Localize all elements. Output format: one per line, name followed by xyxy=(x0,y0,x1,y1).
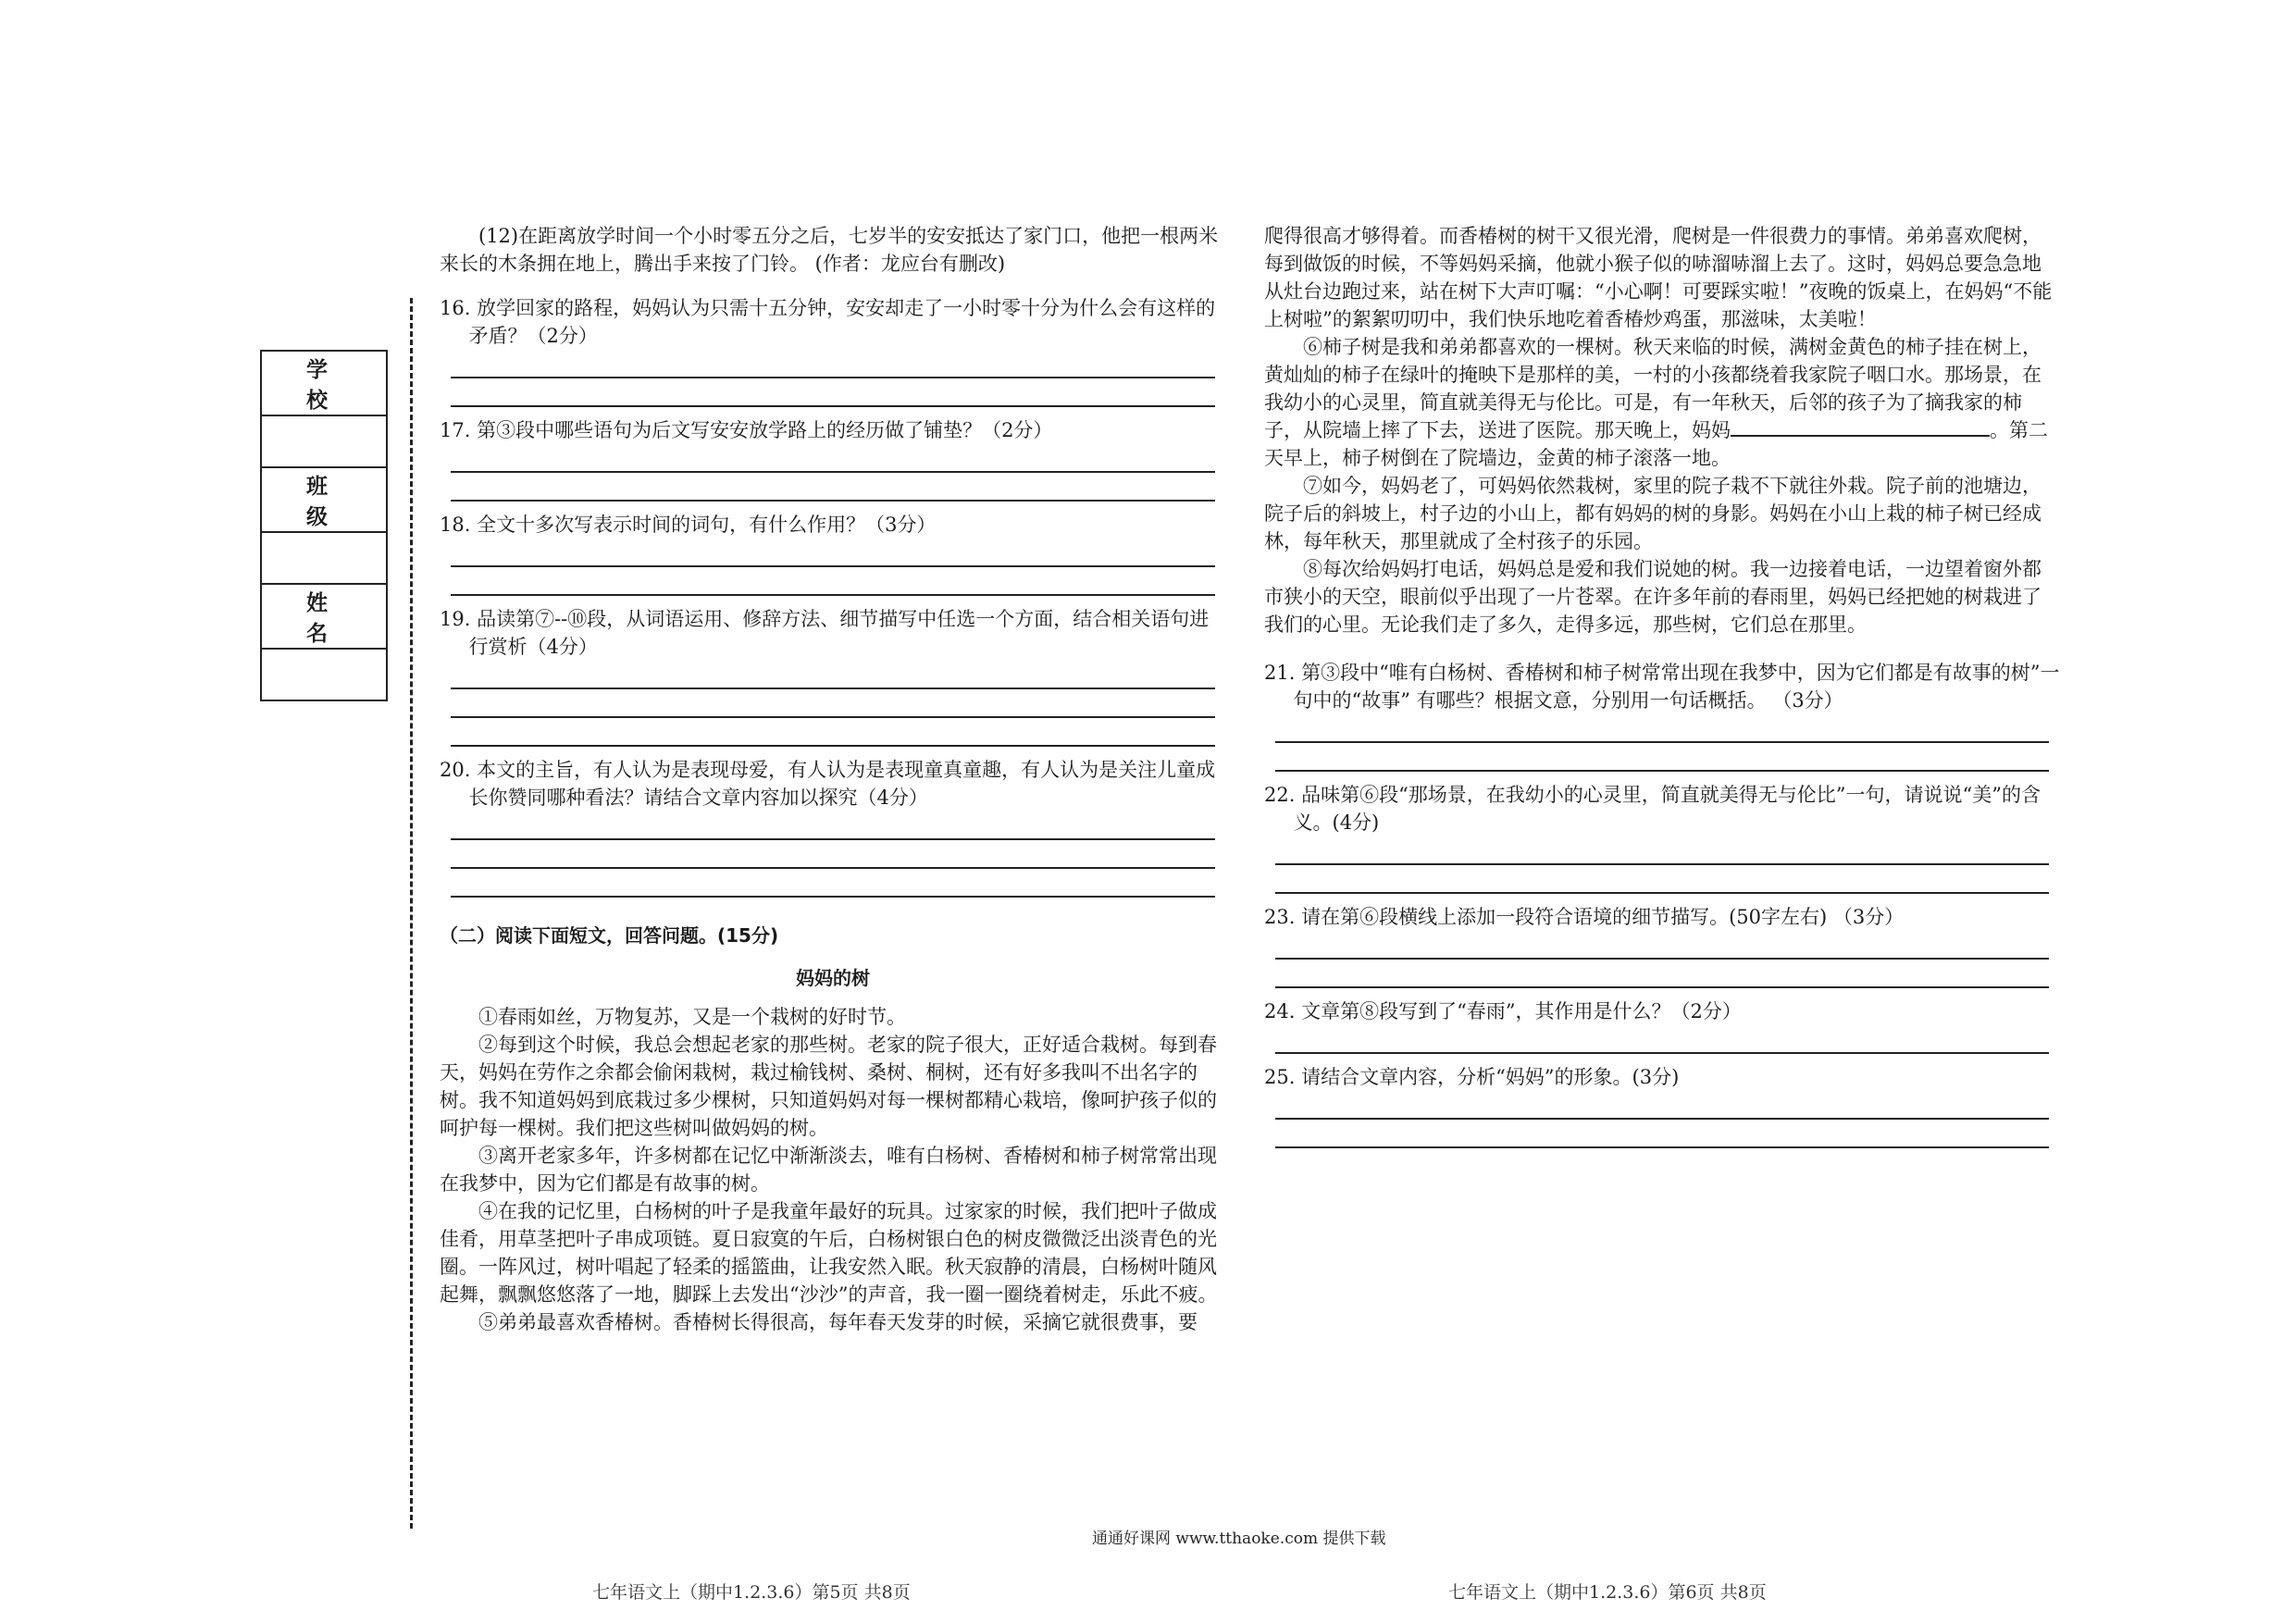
question-25-text: 25. 请结合文章内容，分析“妈妈”的形象。(3分) xyxy=(1264,1066,1680,1088)
answer-line[interactable] xyxy=(1275,714,2049,743)
article-paragraph-4: ④在我的记忆里，白杨树的叶子是我童年最好的玩具。过家家的时候，我们把叶子做成佳肴，用草茎把叶子串成项链。夏日寂寞的午后，白杨树银白色的树皮微微泛出淡青色的光圈。一阵风过，树叶唱起了轻柔的摇篮曲，让我安然入眠。秋天寂静的清晨，白杨树叶随风起舞，飘飘悠悠落了一地，脚踩上去发出“沙沙”的声音，我一圈一圈绕着树走，乐此不疲。 xyxy=(440,1200,1218,1306)
question-20-text: 20. 本文的主旨，有人认为是表现母爱，有人认为是表现童真童趣，有人认为是关注儿童成长你赞同哪种看法？请结合文章内容加以探究（4分） xyxy=(440,759,1216,809)
answer-line[interactable] xyxy=(1275,931,2049,960)
question-19 xyxy=(440,605,1226,747)
answer-line[interactable] xyxy=(451,378,1215,407)
answer-line[interactable] xyxy=(1275,1120,2049,1148)
question-19-text: 19. 品读第⑦--⑩段，从词语运用、修辞方法、细节描写中任选一个方面，结合相关语句进行赏析（4分） xyxy=(440,608,1210,658)
answer-line[interactable] xyxy=(451,661,1215,689)
fill-in-blank[interactable] xyxy=(1731,416,1990,437)
article-paragraph-8: ⑧每次给妈妈打电话，妈妈总是爱和我们说她的树。我一边接着电话，一边望着窗外都市狭小的天空，眼前似乎出现了一片苍翠。在许多年前的春雨里，妈妈已经把她的树栽进了我们的心里。无论我们走了多久，走得多远，那些树，它们总在那里。 xyxy=(1264,558,2042,636)
answer-line[interactable] xyxy=(1275,960,2049,988)
answer-line[interactable] xyxy=(451,689,1215,718)
question-24-text: 24. 文章第⑧段写到了“春雨”，其作用是什么？（2分） xyxy=(1264,1000,1742,1022)
question-16 xyxy=(440,294,1226,407)
question-21-text: 21. 第③段中“唯有白杨树、香椿树和柿子树常常出现在我梦中，因为它们都是有故事的树”一句中的“故事” 有哪些？根据文意，分别用一句话概括。 （3分） xyxy=(1264,662,2060,712)
article-paragraph-2: ②每到这个时候，我总会想起老家的那些树。老家的院子很大，正好适合栽树。每到春天，妈妈在劳作之余都会偷闲栽树，栽过榆钱树、桑树、桐树，还有好多我叫不出名字的树。我不知道妈妈到底栽过多少棵树，只知道妈妈对每一棵树都精心栽培，像呵护孩子似的呵护每一棵树。我们把这些树叫做妈妈的树。 xyxy=(440,1034,1217,1139)
school-label: 学 校 xyxy=(261,351,387,415)
answer-line[interactable] xyxy=(451,444,1215,473)
answer-line[interactable] xyxy=(451,473,1215,502)
article-paragraph-5: ⑤弟弟最喜欢香椿树。香椿树长得很高，每年春天发芽的时候，采摘它就很费事，要 xyxy=(478,1311,1198,1333)
question-17 xyxy=(440,416,1226,502)
page-number-right: 七年语文上（期中1.2.3.6）第6页 共8页 xyxy=(1448,1582,1767,1603)
name-label: 姓 名 xyxy=(261,584,387,649)
class-label: 班 级 xyxy=(261,467,387,532)
article-paragraph-7: ⑦如今，妈妈老了，可妈妈依然栽树，家里的院子栽不下就往外栽。院子前的池塘边，院子后的斜坡上，村子边的小山上，都有妈妈的树的身影。妈妈在小山上栽的柿子树已经成林，每年秋天，那里就成了全村孩子的乐园。 xyxy=(1264,475,2042,552)
question-17-text: 17. 第③段中哪些语句为后文写安安放学路上的经历做了铺垫？（2分） xyxy=(440,419,1053,441)
question-22 xyxy=(1264,781,2060,894)
question-20 xyxy=(440,756,1226,898)
question-23-text: 23. 请在第⑥段横线上添加一段符合语境的细节描写。(50字左右) （3分） xyxy=(1264,906,1905,928)
student-info-table xyxy=(260,350,388,701)
answer-line[interactable] xyxy=(451,567,1215,596)
paragraph-6-part-2: 。第二天早上，柿子树倒在了院墙边，金黄的柿子滚落一地。 xyxy=(1264,419,2048,469)
paragraph-12: (12)在距离放学时间一个小时零五分之后，七岁半的安安抵达了家门口，他把一根两米来长的木条拥在地上，腾出手来按了门铃。 (作者：龙应台有删改) xyxy=(440,225,1219,275)
question-25 xyxy=(1264,1063,2060,1148)
answer-line[interactable] xyxy=(1275,1025,2049,1054)
answer-line[interactable] xyxy=(451,840,1215,869)
question-24 xyxy=(1264,997,2060,1054)
answer-line[interactable] xyxy=(1275,743,2049,772)
section-heading: （二）阅读下面短文，回答问题。(15分) xyxy=(440,924,779,947)
question-22-text: 22. 品味第⑥段“那场景，在我幼小的心灵里，简直就美得无与伦比”一句，请说说“美”的含义。(4分) xyxy=(1264,784,2042,834)
answer-line[interactable] xyxy=(451,718,1215,747)
binding-cut-line xyxy=(410,298,413,1529)
answer-line[interactable] xyxy=(1275,1091,2049,1120)
article-title: 妈妈的树 xyxy=(796,967,870,989)
article-paragraph-5-continued: 爬得很高才够得着。而香椿树的树干又很光滑，爬树是一件很费力的事情。弟弟喜欢爬树，每到做饭的时候，不等妈妈采摘，他就小猴子似的哧溜哧溜上去了。这时，妈妈总要急急地从灶台边跑过来，站在树下大声叮嘱：“小心啊！可要踩实啦！”夜晚的饭桌上，在妈妈“不能上树啦”的絮絮叨叨中，我们快乐地吃着香椿炒鸡蛋，那滋味，太美啦！ xyxy=(1264,225,2053,330)
download-footer: 通通好课网 www.tthaoke.com 提供下载 xyxy=(1092,1530,1386,1548)
answer-line[interactable] xyxy=(1275,836,2049,865)
answer-line[interactable] xyxy=(451,539,1215,567)
school-field[interactable] xyxy=(261,415,387,467)
class-field[interactable] xyxy=(261,532,387,584)
question-18-text: 18. 全文十多次写表示时间的词句，有什么作用？（3分） xyxy=(440,514,937,536)
answer-line[interactable] xyxy=(451,350,1215,378)
question-18 xyxy=(440,511,1226,596)
answer-line[interactable] xyxy=(451,812,1215,840)
answer-line[interactable] xyxy=(1275,865,2049,894)
page-number-left: 七年语文上（期中1.2.3.6）第5页 共8页 xyxy=(592,1582,911,1603)
question-21 xyxy=(1264,659,2060,772)
article-paragraph-1: ①春雨如丝，万物复苏，又是一个栽树的好时节。 xyxy=(478,1006,906,1028)
article-paragraph-6 xyxy=(1264,333,2060,472)
paragraph-6-part-1: ⑥柿子树是我和弟弟都喜欢的一棵树。秋天来临的时候，满树金黄色的柿子挂在树上，黄灿灿的柿子在绿叶的掩映下是那样的美，一村的小孩都绕着我家院子咽口水。那场景，在我幼小的心灵里，简直就美得无与伦比。可是，有一年秋天，后邻的孩子为了摘我家的柿子，从院墙上摔了下去，送进了医院。那天晚上，妈妈 xyxy=(1264,336,2042,441)
right-column xyxy=(1264,222,2060,1148)
question-16-text: 16. 放学回家的路程，妈妈认为只需十五分钟，安安却走了一小时零十分为什么会有这样的矛盾？（2分） xyxy=(440,297,1216,347)
left-column xyxy=(440,222,1226,1336)
name-field[interactable] xyxy=(261,649,387,700)
article-paragraph-3: ③离开老家多年，许多树都在记忆中渐渐淡去，唯有白杨树、香椿树和柿子树常常出现在我梦中，因为它们都是有故事的树。 xyxy=(440,1145,1217,1195)
answer-line[interactable] xyxy=(451,869,1215,898)
question-23 xyxy=(1264,903,2060,988)
